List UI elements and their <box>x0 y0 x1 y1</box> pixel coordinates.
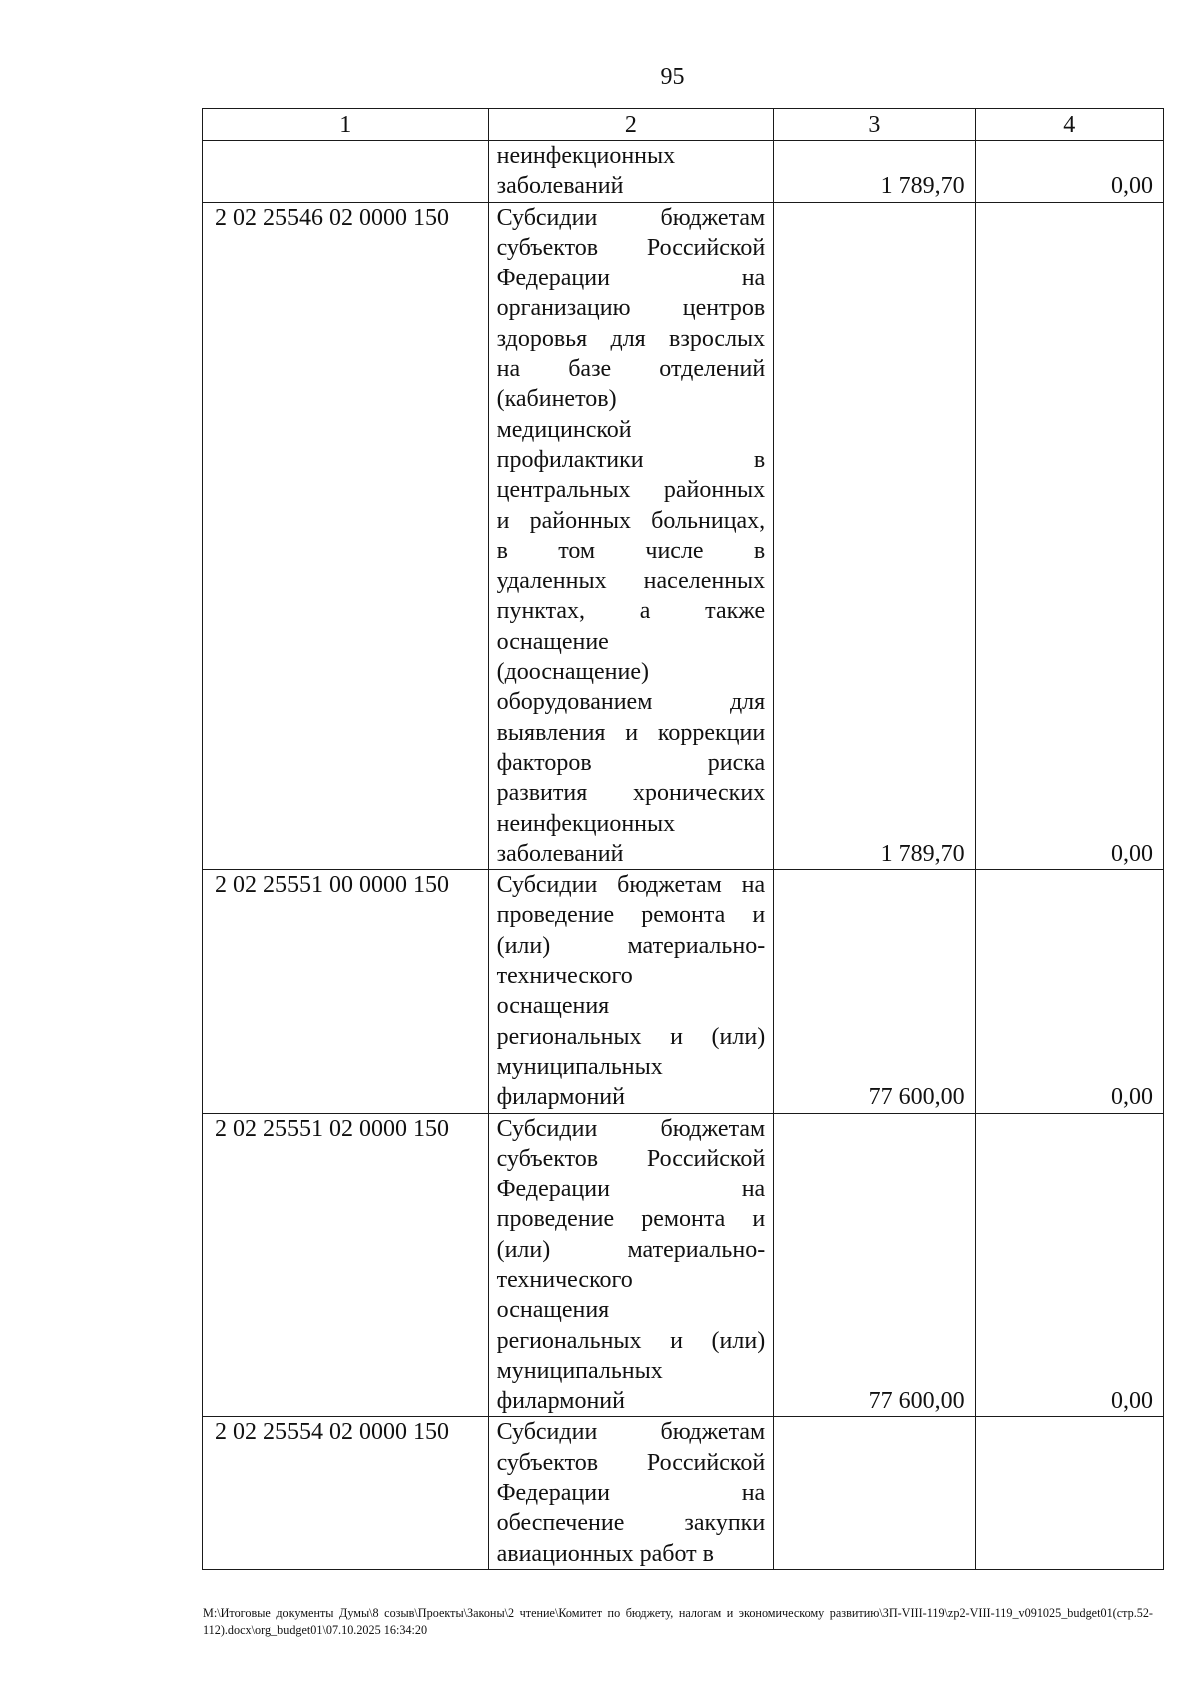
row-code <box>203 141 489 203</box>
row-name-line: в том числе в <box>496 537 766 564</box>
row-name-line: Федерации на <box>496 265 766 292</box>
table-row <box>203 870 1164 1113</box>
row-amount-col3: 1 789,70 <box>774 141 975 203</box>
row-name-line: (кабинетов) <box>496 386 617 413</box>
row-name-line: оснащения <box>496 993 610 1020</box>
row-name-line: заболеваний <box>496 840 624 867</box>
row-name-line: Субсидии бюджетам <box>496 1419 766 1446</box>
row-name-line: оснащение <box>496 628 609 655</box>
row-name-line: Федерации на <box>496 1176 766 1203</box>
row-name-line: на базе отделений <box>496 356 766 383</box>
row-amount-col3: 77 600,00 <box>774 1113 975 1417</box>
row-name-line: развития хронических <box>496 780 766 807</box>
row-name-line: региональных и (или) <box>496 1023 766 1050</box>
row-name-line: субъектов Российской <box>496 234 766 261</box>
row-name-line: медицинской <box>496 416 632 443</box>
row-name-line: региональных и (или) <box>496 1327 766 1354</box>
row-name <box>488 141 774 203</box>
row-name-line: авиационных работ в <box>496 1540 714 1567</box>
row-name-line: Федерации на <box>496 1480 766 1507</box>
column-header-1: 1 <box>203 109 489 141</box>
header-row <box>203 109 1164 141</box>
column-header-4: 4 <box>975 109 1163 141</box>
row-name-line: заболеваний <box>496 173 624 200</box>
row-name-line: проведение ремонта и <box>496 1206 766 1233</box>
row-amount-col3: 1 789,70 <box>774 202 975 870</box>
table-row <box>203 1113 1164 1417</box>
row-name-line: филармоний <box>496 1084 625 1111</box>
row-name-line: выявления и коррекции <box>496 719 766 746</box>
row-amount-col4: 0,00 <box>975 1113 1163 1417</box>
file-path-footer: M:\Итоговые документы Думы\8 созыв\Проекты\Законы\2 чтение\Комитет по бюджету, налогам и экономическому развитию\ЗП-VIII-119\zp2-VIII-119_v091025_budget01(стр.52-112).docx\org_budget01\07.10.2025 16:34:20 <box>203 1606 1153 1637</box>
row-name-line: технического <box>496 1266 633 1293</box>
row-name-line: неинфекционных <box>496 143 676 169</box>
row-amount-col3: 77 600,00 <box>774 870 975 1113</box>
row-amount-col4: 0,00 <box>975 870 1163 1113</box>
row-name-line: организацию центров <box>496 295 766 322</box>
row-name-line: (или) материально- <box>496 1236 766 1263</box>
row-amount-col4: 0,00 <box>975 141 1163 203</box>
row-name-line: (или) материально- <box>496 932 766 959</box>
row-amount-col3 <box>774 1417 975 1569</box>
row-name-line: Субсидии бюджетам <box>496 204 766 231</box>
row-code: 2 02 25554 02 0000 150 <box>203 1417 489 1569</box>
row-name <box>488 202 774 870</box>
row-name-line: пунктах, а также <box>496 598 766 625</box>
row-name-line: филармоний <box>496 1388 625 1415</box>
row-name-line: субъектов Российской <box>496 1449 766 1476</box>
row-name-line: субъектов Российской <box>496 1145 766 1172</box>
row-name-line: центральных районных <box>496 477 766 504</box>
row-name-line: технического <box>496 963 633 990</box>
row-name-line: и районных больницах, <box>496 507 766 534</box>
row-name-line: обеспечение закупки <box>496 1510 766 1537</box>
row-name-line: (дооснащение) <box>496 659 650 686</box>
row-name-line: муниципальных <box>496 1053 663 1080</box>
row-name-line: неинфекционных <box>496 810 676 837</box>
row-name-line: факторов риска <box>496 749 766 776</box>
row-name-line: Субсидии бюджетам <box>496 1115 766 1142</box>
row-name-line: здоровья для взрослых <box>496 325 766 352</box>
row-amount-col4 <box>975 1417 1163 1569</box>
column-header-3: 3 <box>774 109 975 141</box>
row-name-line: оснащения <box>496 1297 610 1324</box>
row-code: 2 02 25551 00 0000 150 <box>203 870 489 1113</box>
row-name <box>488 1113 774 1417</box>
row-name-line: профилактики в <box>496 446 766 473</box>
table-body <box>203 109 1164 1570</box>
column-header-2: 2 <box>488 109 774 141</box>
table-row <box>203 202 1164 870</box>
table-row <box>203 141 1164 203</box>
row-name-line: оборудованием для <box>496 689 766 716</box>
budget-table <box>202 108 1164 1570</box>
row-name-line: муниципальных <box>496 1357 663 1384</box>
page-number: 95 <box>660 64 685 90</box>
row-code: 2 02 25551 02 0000 150 <box>203 1113 489 1417</box>
row-name-line: Субсидии бюджетам на <box>496 872 766 899</box>
row-name <box>488 1417 774 1569</box>
row-amount-col4: 0,00 <box>975 202 1163 870</box>
row-name-line: проведение ремонта и <box>496 902 766 929</box>
row-code: 2 02 25546 02 0000 150 <box>203 202 489 870</box>
row-name <box>488 870 774 1113</box>
table-row <box>203 1417 1164 1569</box>
row-name-line: удаленных населенных <box>496 568 766 595</box>
